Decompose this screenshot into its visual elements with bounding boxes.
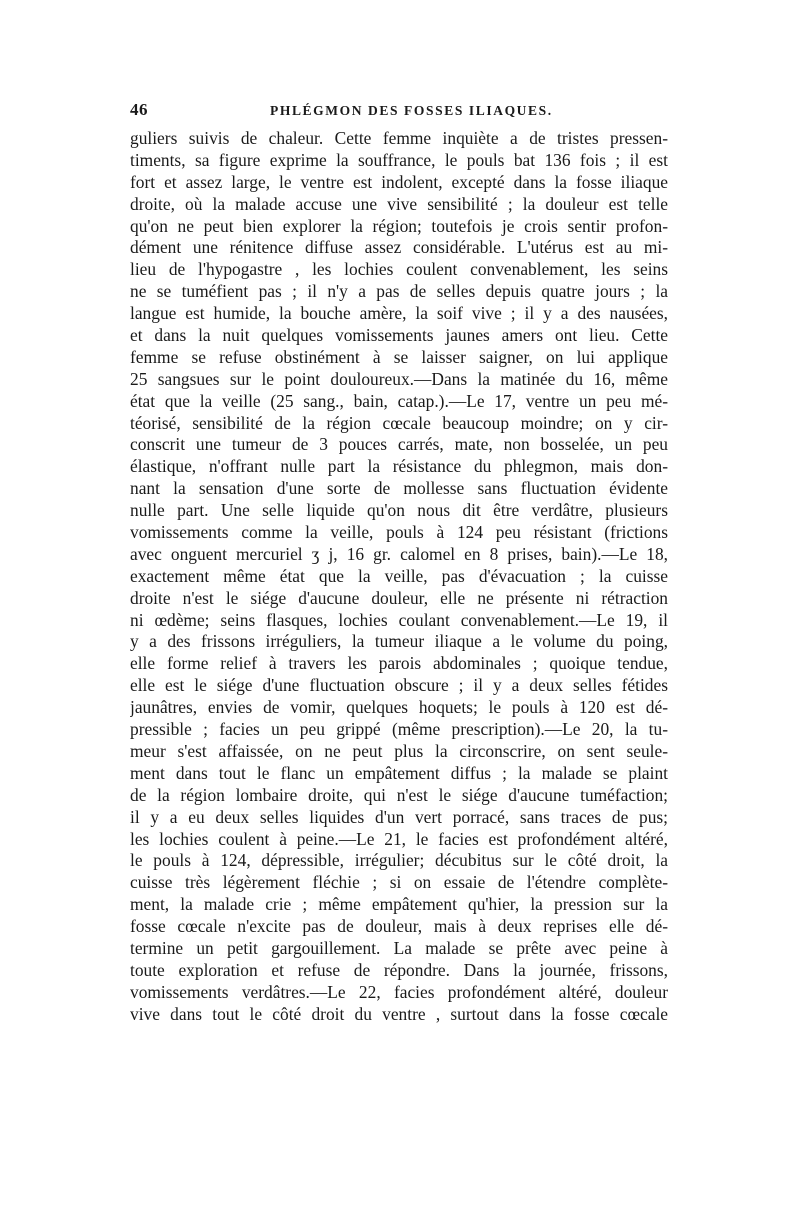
text-line: fort et assez large, le ventre est indolent, excepté dans la fosse iliaque <box>130 171 668 192</box>
page-header <box>130 100 668 124</box>
text-line: droite, où la malade accuse une vive sensibilité ; la douleur est telle <box>130 193 668 214</box>
text-line: ment dans tout le flanc un empâtement diffus ; la malade se plaint <box>130 762 668 783</box>
page-number: 46 <box>130 100 148 119</box>
text-line: le pouls à 124, dépressible, irrégulier; décubitus sur le côté droit, la <box>130 850 668 871</box>
text-line: y a des frissons irréguliers, la tumeur iliaque a le volume du poing, <box>130 631 668 652</box>
text-line: fosse cœcale n'excite pas de douleur, mais à deux reprises elle dé- <box>130 916 668 937</box>
text-line: jaunâtres, envies de vomir, quelques hoquets; le pouls à 120 est dé- <box>130 697 668 718</box>
text-line: nulle part. Une selle liquide qu'on nous dit être verdâtre, plusieurs <box>130 500 668 521</box>
text-line: vomissements verdâtres.—Le 22, facies profondément altéré, douleur <box>130 981 668 1002</box>
text-line: timents, sa figure exprime la souffrance, le pouls bat 136 fois ; il est <box>130 149 668 170</box>
text-line: droite n'est le siége d'aucune douleur, elle ne présente ni rétraction <box>130 587 668 608</box>
text-line: 25 sangsues sur le point douloureux.—Dans la matinée du 16, même <box>130 368 668 389</box>
text-line: vomissements comme la veille, pouls à 124 peu résistant (frictions <box>130 522 668 543</box>
text-line: et dans la nuit quelques vomissements jaunes amers ont lieu. Cette <box>130 325 668 346</box>
running-title: PHLÉGMON DES FOSSES ILIAQUES. <box>270 103 553 118</box>
text-line: elle est le siége d'une fluctuation obscure ; il y a deux selles fétides <box>130 675 668 696</box>
text-line: ment, la malade crie ; même empâtement qu'hier, la pression sur la <box>130 894 668 915</box>
text-line: dément une rénitence diffuse assez considérable. L'utérus est au mi- <box>130 237 668 258</box>
text-line: vive dans tout le côté droit du ventre , surtout dans la fosse cœcale <box>130 1003 668 1024</box>
text-line: état que la veille (25 sang., bain, catap.).—Le 17, ventre un peu mé- <box>130 390 668 411</box>
text-line: elle forme relief à travers les parois abdominales ; quoique tendue, <box>130 653 668 674</box>
text-line: les lochies coulent à peine.—Le 21, le facies est profondément altéré, <box>130 828 668 849</box>
text-line: conscrit une tumeur de 3 pouces carrés, mate, non bosselée, un peu <box>130 434 668 455</box>
text-line: qu'on ne peut bien explorer la région; toutefois je crois sentir profon- <box>130 215 668 236</box>
text-line: téorisé, sensibilité de la région cœcale beaucoup moindre; on y cir- <box>130 412 668 433</box>
text-line: termine un petit gargouillement. La malade se prête avec peine à <box>130 937 668 958</box>
text-line: exactement même état que la veille, pas d'évacuation ; la cuisse <box>130 565 668 586</box>
text-line: femme se refuse obstinément à se laisser saigner, on lui applique <box>130 346 668 367</box>
text-line: cuisse très légèrement fléchie ; si on essaie de l'étendre complète- <box>130 872 668 893</box>
text-line: toute exploration et refuse de répondre. Dans la journée, frissons, <box>130 959 668 980</box>
text-line: de la région lombaire droite, qui n'est le siége d'aucune tuméfaction; <box>130 784 668 805</box>
text-line: lieu de l'hypogastre , les lochies coulent convenablement, les seins <box>130 259 668 280</box>
text-line: ne se tuméfient pas ; il n'y a pas de selles depuis quatre jours ; la <box>130 281 668 302</box>
text-line: ni œdème; seins flasques, lochies coulant convenablement.—Le 19, il <box>130 609 668 630</box>
text-line: guliers suivis de chaleur. Cette femme inquiète a de tristes pressen- <box>130 128 668 148</box>
text-line: avec onguent mercuriel ʒ j, 16 gr. calomel en 8 prises, bain).—Le 18, <box>130 543 668 564</box>
text-line: nant la sensation d'une sorte de mollesse sans fluctuation évidente <box>130 478 668 499</box>
text-line: il y a eu deux selles liquides d'un vert porracé, sans traces de pus; <box>130 806 668 827</box>
text-line: langue est humide, la bouche amère, la soif vive ; il y a des nausées, <box>130 303 668 324</box>
text-line: élastique, n'offrant nulle part la résistance du phlegmon, mais don- <box>130 456 668 477</box>
text-line: meur s'est affaissée, on ne peut plus la circonscrire, on sent seule- <box>130 740 668 761</box>
text-line: pressible ; facies un peu grippé (même prescription).—Le 20, la tu- <box>130 719 668 740</box>
body-text <box>130 128 668 1026</box>
